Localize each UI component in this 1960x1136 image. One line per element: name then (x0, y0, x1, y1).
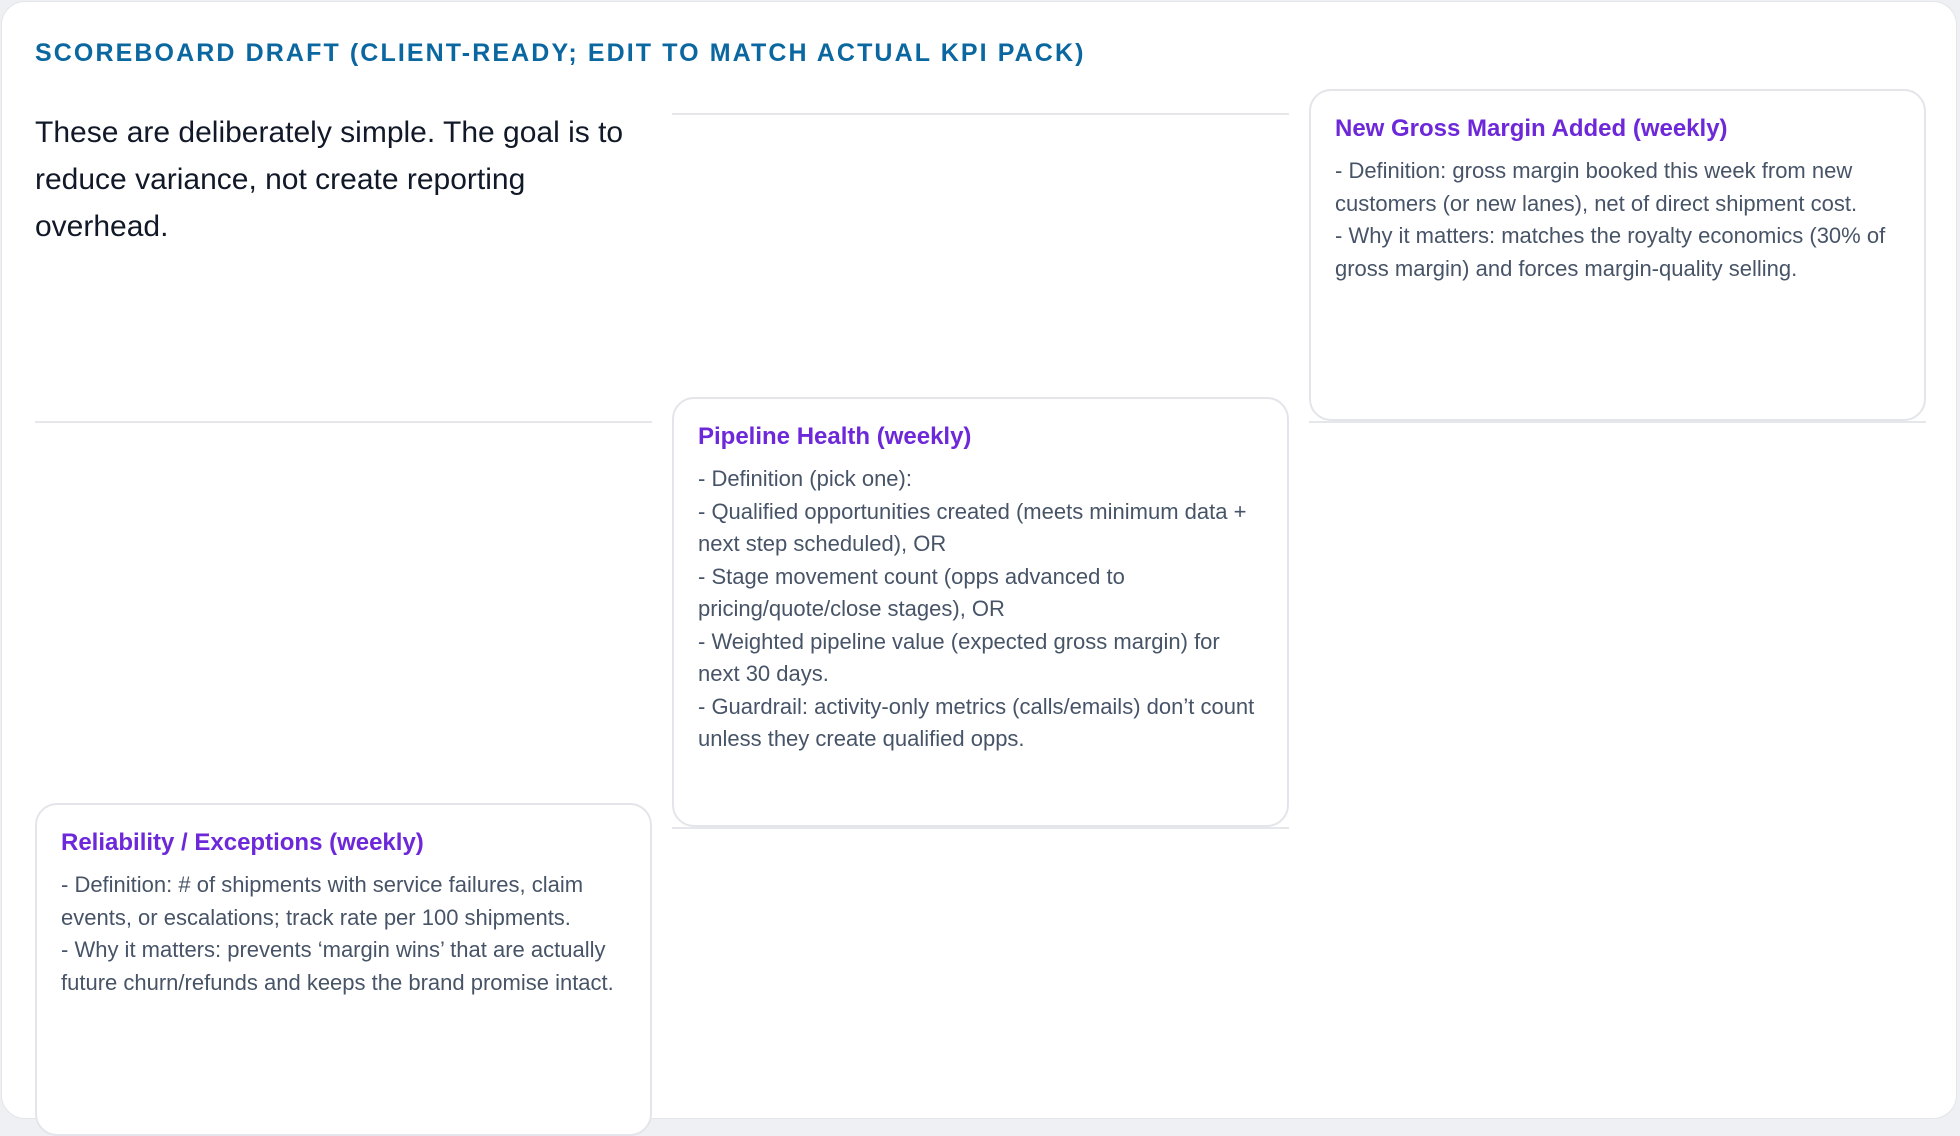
kpi-option-stage-movement: - Stage movement count (opps advanced to pricing/quote/close stages), OR (698, 563, 1125, 621)
kpi-title: New Gross Margin Added (weekly) (1335, 115, 1728, 142)
gross-margin-cell (1309, 89, 1926, 375)
empty-cell-divider (672, 803, 1289, 1090)
kpi-definition: - Definition (pick one): (698, 466, 912, 491)
kpi-card-gross-margin (1309, 89, 1926, 421)
scoreboard-grid (35, 89, 1927, 1090)
scoreboard-panel (1, 1, 1957, 1119)
board-title: SCOREBOARD DRAFT (CLIENT-READY; EDIT TO MATCH ACTUAL KPI PACK) (35, 39, 1086, 67)
empty-cell-divider (1309, 397, 1926, 781)
kpi-card-reliability (35, 803, 652, 1136)
kpi-option-qualified-opps: - Qualified opportunities created (meets minimum data + next step scheduled), OR (698, 498, 1247, 556)
kpi-guardrail: - Guardrail: activity-only metrics (calls/emails) don’t count unless they create qualified opps. (698, 693, 1255, 751)
kpi-card-pipeline-health (672, 397, 1289, 827)
empty-cell-divider (35, 397, 652, 781)
kpi-definition: - Definition: # of shipments with service failures, claim events, or escalations; track rate per 100 shipments. (61, 872, 584, 930)
kpi-body (61, 869, 626, 999)
kpi-title: Pipeline Health (weekly) (698, 423, 972, 450)
kpi-body (698, 463, 1263, 756)
kpi-title: Reliability / Exceptions (weekly) (61, 829, 424, 856)
intro-cell (35, 89, 652, 375)
kpi-why-it-matters: - Why it matters: matches the royalty economics (30% of gross margin) and forces margin-quality selling. (1335, 223, 1886, 281)
kpi-option-weighted-pipeline: - Weighted pipeline value (expected gross margin) for next 30 days. (698, 628, 1220, 686)
pipeline-cell (672, 397, 1289, 781)
kpi-why-it-matters: - Why it matters: prevents ‘margin wins’ that are actually future churn/refunds and keeps the brand promise intact. (61, 937, 614, 995)
kpi-body (1335, 155, 1900, 285)
empty-cell-divider (672, 89, 1289, 375)
kpi-definition: - Definition: gross margin booked this week from new customers (or new lanes), net of direct shipment cost. (1335, 158, 1858, 216)
reliability-cell (35, 803, 652, 1090)
empty-cell-blank (1309, 803, 1926, 1090)
intro-text: These are deliberately simple. The goal is to reduce variance, not create reporting overhead. (35, 116, 624, 243)
